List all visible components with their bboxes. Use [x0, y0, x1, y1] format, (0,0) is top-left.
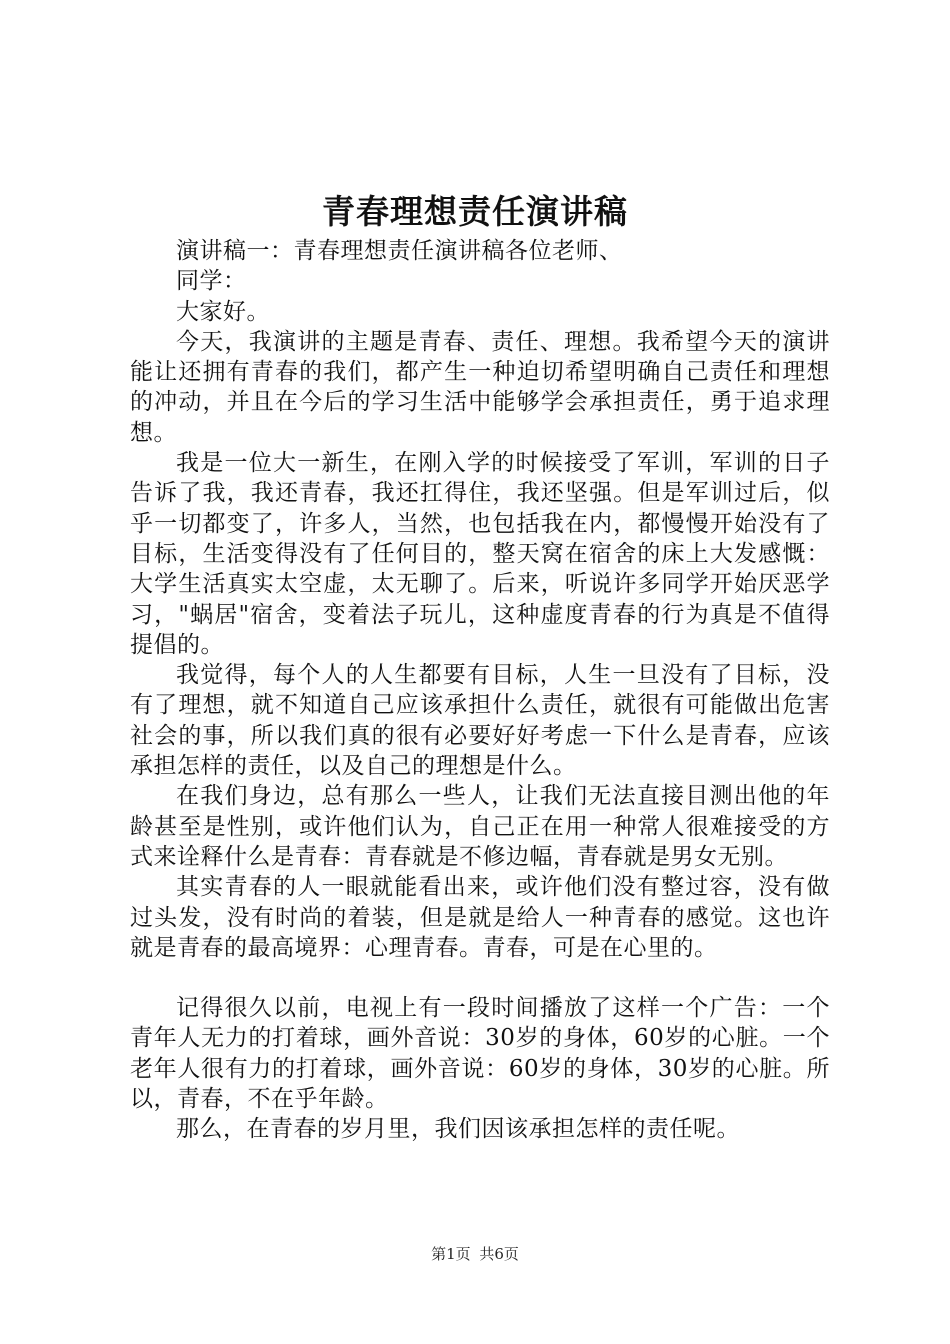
paragraph-greeting: 大家好。: [176, 298, 270, 325]
page-number: 第1页: [431, 1245, 471, 1263]
page-total: 共6页: [479, 1245, 519, 1263]
paragraph-people-around: 在我们身边，总有那么一些人，让我们无法直接目测出他的年龄甚至是性别，或许他们认为，自己正在用一种常人很难接受的方式来诠释什么是青春：青春就是不修边幅，青春就是男女无别。: [130, 783, 830, 870]
paragraph-salutation-line-2: 同学：: [176, 268, 247, 295]
paragraph-tv-advertisement: 记得很久以前，电视上有一段时间播放了这样一个广告：一个青年人无力的打着球，画外音说：30岁的身体，60岁的心脏。一个老年人很有力的打着球，画外音说：60岁的身体，30岁的心脏。所以，青春，不在乎年龄。: [130, 995, 830, 1113]
paragraph-youthful-mind: 其实青春的人一眼就能看出来，或许他们没有整过容，没有做过头发，没有时尚的着装，但是就是给人一种青春的感觉。这也许就是青春的最高境界：心理青春。青春，可是在心里的。: [130, 874, 830, 961]
document-title: 青春理想责任演讲稿: [322, 192, 628, 231]
paragraph-topic: 今天，我演讲的主题是青春、责任、理想。我希望今天的演讲能让还拥有青春的我们，都产生一种迫切希望明确自己责任和理想的冲动，并且在今后的学习生活中能够学会承担责任，勇于追求理想。: [130, 328, 830, 446]
document-body: [130, 236, 830, 1145]
page-footer: [0, 1243, 950, 1264]
paragraph-salutation-line-1: 演讲稿一：青春理想责任演讲稿各位老师、: [176, 238, 623, 264]
paragraph-responsibility-question: 那么，在青春的岁月里，我们因该承担怎样的责任呢。: [176, 1116, 740, 1143]
paragraph-life-goals: 我觉得，每个人的人生都要有目标，人生一旦没有了目标，没有了理想，就不知道自己应该承担什么责任，就很有可能做出危害社会的事，所以我们真的很有必要好好考虑一下什么是青春，应该承担怎样的责任，以及自己的理想是什么。: [130, 662, 830, 780]
paragraph-military-training: 我是一位大一新生，在刚入学的时候接受了军训，军训的日子告诉了我，我还青春，我还扛得住，我还坚强。但是军训过后，似乎一切都变了，许多人，当然，也包括我在内，都慢慢开始没有了目标，生活变得没有了任何目的，整天窝在宿舍的床上大发感慨：大学生活真实太空虚，太无聊了。后来，听说许多同学开始厌恶学习，"蜗居"宿舍，变着法子玩儿，这种虚度青春的行为真是不值得提倡的。: [130, 450, 830, 658]
